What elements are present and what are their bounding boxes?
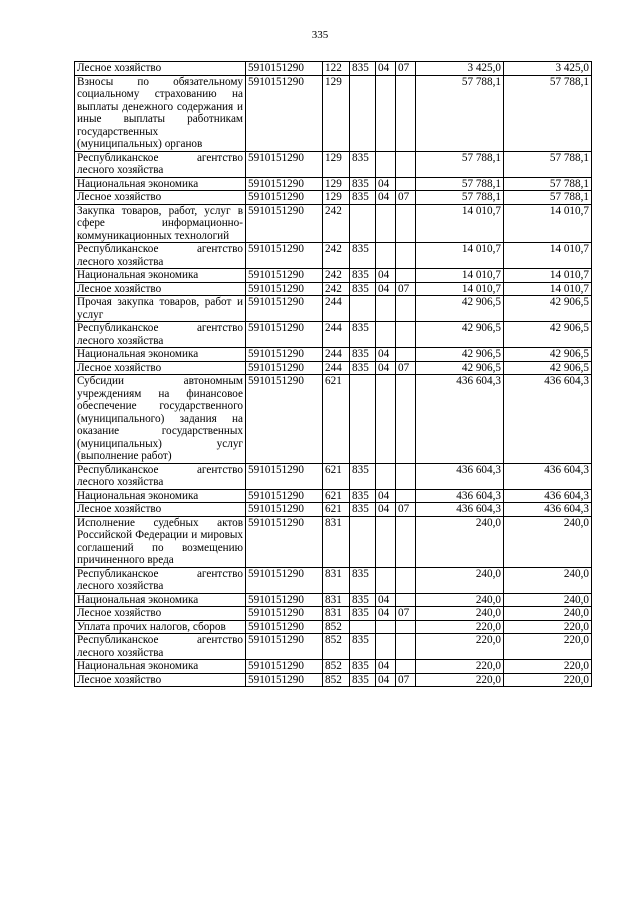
amount-year-1: 240,0 (416, 593, 504, 607)
subsection-code (396, 593, 416, 607)
expense-type-code: 129 (323, 191, 350, 205)
section-code: 04 (376, 177, 396, 191)
amount-year-2: 220,0 (504, 620, 592, 634)
amount-year-2: 240,0 (504, 607, 592, 621)
ministry-code: 835 (350, 660, 376, 674)
amount-year-1: 42 906,5 (416, 296, 504, 322)
budget-table (74, 61, 592, 687)
target-article-code: 5910151290 (246, 282, 323, 296)
amount-year-2: 220,0 (504, 634, 592, 660)
subsection-code (396, 75, 416, 151)
row-name: Взносы по обязательному социальному страхованию на выплаты денежного содержания и иные выплаты работникам государственных (муниципальных) органов (75, 75, 246, 151)
expense-type-code: 129 (323, 177, 350, 191)
ministry-code: 835 (350, 282, 376, 296)
section-code (376, 463, 396, 489)
amount-year-1: 57 788,1 (416, 151, 504, 177)
expense-type-code: 242 (323, 282, 350, 296)
amount-year-2: 57 788,1 (504, 151, 592, 177)
amount-year-1: 220,0 (416, 673, 504, 687)
amount-year-2: 42 906,5 (504, 296, 592, 322)
expense-type-code: 852 (323, 634, 350, 660)
amount-year-1: 3 425,0 (416, 62, 504, 76)
table-row (75, 489, 592, 503)
target-article-code: 5910151290 (246, 243, 323, 269)
expense-type-code: 621 (323, 503, 350, 517)
subsection-code (396, 620, 416, 634)
target-article-code: 5910151290 (246, 361, 323, 375)
target-article-code: 5910151290 (246, 489, 323, 503)
subsection-code: 07 (396, 673, 416, 687)
page-number: 335 (311, 29, 329, 41)
ministry-code: 835 (350, 322, 376, 348)
target-article-code: 5910151290 (246, 191, 323, 205)
subsection-code (396, 243, 416, 269)
amount-year-1: 240,0 (416, 516, 504, 567)
amount-year-2: 240,0 (504, 516, 592, 567)
row-name: Республиканское агентство лесного хозяйства (75, 567, 246, 593)
target-article-code: 5910151290 (246, 503, 323, 517)
table-row (75, 375, 592, 464)
section-code: 04 (376, 62, 396, 76)
target-article-code: 5910151290 (246, 620, 323, 634)
section-code (376, 567, 396, 593)
target-article-code: 5910151290 (246, 269, 323, 283)
expense-type-code: 852 (323, 620, 350, 634)
amount-year-1: 220,0 (416, 660, 504, 674)
amount-year-1: 42 906,5 (416, 348, 504, 362)
row-name: Лесное хозяйство (75, 503, 246, 517)
row-name: Уплата прочих налогов, сборов (75, 620, 246, 634)
subsection-code: 07 (396, 607, 416, 621)
section-code (376, 516, 396, 567)
subsection-code: 07 (396, 503, 416, 517)
target-article-code: 5910151290 (246, 593, 323, 607)
table-row (75, 620, 592, 634)
table-row (75, 204, 592, 243)
expense-type-code: 621 (323, 375, 350, 464)
expense-type-code: 831 (323, 607, 350, 621)
table-row (75, 282, 592, 296)
target-article-code: 5910151290 (246, 151, 323, 177)
expense-type-code: 244 (323, 296, 350, 322)
target-article-code: 5910151290 (246, 607, 323, 621)
subsection-code (396, 489, 416, 503)
ministry-code: 835 (350, 348, 376, 362)
table-row (75, 516, 592, 567)
row-name: Национальная экономика (75, 660, 246, 674)
row-name: Лесное хозяйство (75, 62, 246, 76)
table-row (75, 593, 592, 607)
row-name: Лесное хозяйство (75, 282, 246, 296)
expense-type-code: 621 (323, 489, 350, 503)
row-name: Республиканское агентство лесного хозяйства (75, 322, 246, 348)
table-row (75, 348, 592, 362)
table-row (75, 322, 592, 348)
amount-year-1: 240,0 (416, 567, 504, 593)
ministry-code: 835 (350, 361, 376, 375)
amount-year-1: 14 010,7 (416, 204, 504, 243)
section-code: 04 (376, 673, 396, 687)
target-article-code: 5910151290 (246, 634, 323, 660)
target-article-code: 5910151290 (246, 75, 323, 151)
ministry-code: 835 (350, 634, 376, 660)
expense-type-code: 244 (323, 322, 350, 348)
expense-type-code: 129 (323, 75, 350, 151)
ministry-code (350, 204, 376, 243)
target-article-code: 5910151290 (246, 673, 323, 687)
row-name: Республиканское агентство лесного хозяйства (75, 463, 246, 489)
expense-type-code: 242 (323, 243, 350, 269)
expense-type-code: 244 (323, 348, 350, 362)
table-row (75, 607, 592, 621)
section-code: 04 (376, 269, 396, 283)
expense-type-code: 244 (323, 361, 350, 375)
section-code: 04 (376, 361, 396, 375)
section-code (376, 243, 396, 269)
table-row (75, 296, 592, 322)
target-article-code: 5910151290 (246, 567, 323, 593)
section-code (376, 322, 396, 348)
subsection-code (396, 375, 416, 464)
row-name: Субсидии автономным учреждениям на финансовое обеспечение государственного (муниципального) задания на оказание государственных (муниципальных) услуг (выполнение работ) (75, 375, 246, 464)
amount-year-2: 14 010,7 (504, 282, 592, 296)
expense-type-code: 831 (323, 567, 350, 593)
amount-year-2: 436 604,3 (504, 503, 592, 517)
ministry-code: 835 (350, 62, 376, 76)
ministry-code (350, 375, 376, 464)
ministry-code (350, 296, 376, 322)
table-row (75, 660, 592, 674)
ministry-code: 835 (350, 191, 376, 205)
row-name: Лесное хозяйство (75, 191, 246, 205)
table-row (75, 673, 592, 687)
section-code (376, 75, 396, 151)
subsection-code (396, 567, 416, 593)
subsection-code (396, 322, 416, 348)
amount-year-1: 14 010,7 (416, 243, 504, 269)
section-code (376, 296, 396, 322)
subsection-code (396, 634, 416, 660)
ministry-code: 835 (350, 489, 376, 503)
amount-year-2: 436 604,3 (504, 489, 592, 503)
subsection-code (396, 516, 416, 567)
target-article-code: 5910151290 (246, 660, 323, 674)
subsection-code: 07 (396, 62, 416, 76)
section-code (376, 204, 396, 243)
row-name: Республиканское агентство лесного хозяйства (75, 151, 246, 177)
amount-year-2: 240,0 (504, 593, 592, 607)
amount-year-2: 3 425,0 (504, 62, 592, 76)
amount-year-1: 14 010,7 (416, 269, 504, 283)
subsection-code (396, 348, 416, 362)
row-name: Лесное хозяйство (75, 361, 246, 375)
row-name: Прочая закупка товаров, работ и услуг (75, 296, 246, 322)
row-name: Закупка товаров, работ, услуг в сфере информационно-коммуникационных технологий (75, 204, 246, 243)
table-row (75, 503, 592, 517)
table-body (75, 62, 592, 687)
table-row (75, 634, 592, 660)
amount-year-2: 14 010,7 (504, 204, 592, 243)
table-row (75, 269, 592, 283)
target-article-code: 5910151290 (246, 296, 323, 322)
section-code (376, 620, 396, 634)
section-code: 04 (376, 191, 396, 205)
target-article-code: 5910151290 (246, 177, 323, 191)
subsection-code (396, 204, 416, 243)
amount-year-2: 42 906,5 (504, 361, 592, 375)
expense-type-code: 621 (323, 463, 350, 489)
amount-year-1: 240,0 (416, 607, 504, 621)
section-code: 04 (376, 503, 396, 517)
amount-year-2: 57 788,1 (504, 177, 592, 191)
amount-year-2: 57 788,1 (504, 191, 592, 205)
target-article-code: 5910151290 (246, 62, 323, 76)
amount-year-2: 14 010,7 (504, 269, 592, 283)
target-article-code: 5910151290 (246, 348, 323, 362)
table-row (75, 463, 592, 489)
section-code (376, 634, 396, 660)
amount-year-2: 57 788,1 (504, 75, 592, 151)
table-row (75, 567, 592, 593)
amount-year-1: 57 788,1 (416, 191, 504, 205)
ministry-code (350, 620, 376, 634)
expense-type-code: 852 (323, 673, 350, 687)
row-name: Национальная экономика (75, 593, 246, 607)
amount-year-2: 14 010,7 (504, 243, 592, 269)
subsection-code (396, 151, 416, 177)
target-article-code: 5910151290 (246, 375, 323, 464)
amount-year-1: 57 788,1 (416, 75, 504, 151)
expense-type-code: 242 (323, 269, 350, 283)
section-code: 04 (376, 282, 396, 296)
amount-year-2: 220,0 (504, 660, 592, 674)
subsection-code: 07 (396, 361, 416, 375)
section-code: 04 (376, 660, 396, 674)
section-code: 04 (376, 348, 396, 362)
subsection-code (396, 463, 416, 489)
expense-type-code: 852 (323, 660, 350, 674)
expense-type-code: 831 (323, 516, 350, 567)
amount-year-1: 436 604,3 (416, 463, 504, 489)
section-code: 04 (376, 607, 396, 621)
ministry-code: 835 (350, 673, 376, 687)
amount-year-1: 220,0 (416, 620, 504, 634)
subsection-code (396, 660, 416, 674)
subsection-code (396, 269, 416, 283)
ministry-code (350, 516, 376, 567)
ministry-code (350, 75, 376, 151)
amount-year-1: 436 604,3 (416, 489, 504, 503)
section-code: 04 (376, 593, 396, 607)
amount-year-2: 240,0 (504, 567, 592, 593)
target-article-code: 5910151290 (246, 204, 323, 243)
ministry-code: 835 (350, 243, 376, 269)
table-row (75, 243, 592, 269)
table-row (75, 177, 592, 191)
subsection-code: 07 (396, 191, 416, 205)
amount-year-2: 42 906,5 (504, 348, 592, 362)
row-name: Национальная экономика (75, 269, 246, 283)
amount-year-1: 42 906,5 (416, 361, 504, 375)
ministry-code: 835 (350, 269, 376, 283)
row-name: Лесное хозяйство (75, 607, 246, 621)
subsection-code (396, 177, 416, 191)
expense-type-code: 129 (323, 151, 350, 177)
amount-year-1: 14 010,7 (416, 282, 504, 296)
expense-type-code: 242 (323, 204, 350, 243)
subsection-code (396, 296, 416, 322)
amount-year-2: 436 604,3 (504, 375, 592, 464)
expense-type-code: 122 (323, 62, 350, 76)
table-row (75, 151, 592, 177)
row-name: Национальная экономика (75, 177, 246, 191)
amount-year-1: 436 604,3 (416, 503, 504, 517)
amount-year-1: 42 906,5 (416, 322, 504, 348)
target-article-code: 5910151290 (246, 516, 323, 567)
subsection-code: 07 (396, 282, 416, 296)
amount-year-1: 436 604,3 (416, 375, 504, 464)
row-name: Лесное хозяйство (75, 673, 246, 687)
target-article-code: 5910151290 (246, 322, 323, 348)
ministry-code: 835 (350, 177, 376, 191)
target-article-code: 5910151290 (246, 463, 323, 489)
row-name: Исполнение судебных актов Российской Федерации и мировых соглашений по возмещению причиненного вреда (75, 516, 246, 567)
row-name: Национальная экономика (75, 489, 246, 503)
ministry-code: 835 (350, 151, 376, 177)
row-name: Национальная экономика (75, 348, 246, 362)
row-name: Республиканское агентство лесного хозяйства (75, 634, 246, 660)
ministry-code: 835 (350, 593, 376, 607)
amount-year-1: 57 788,1 (416, 177, 504, 191)
ministry-code: 835 (350, 503, 376, 517)
table-row (75, 361, 592, 375)
amount-year-2: 42 906,5 (504, 322, 592, 348)
ministry-code: 835 (350, 567, 376, 593)
row-name: Республиканское агентство лесного хозяйства (75, 243, 246, 269)
amount-year-2: 436 604,3 (504, 463, 592, 489)
ministry-code: 835 (350, 607, 376, 621)
amount-year-1: 220,0 (416, 634, 504, 660)
section-code (376, 151, 396, 177)
table-row (75, 62, 592, 76)
section-code: 04 (376, 489, 396, 503)
section-code (376, 375, 396, 464)
amount-year-2: 220,0 (504, 673, 592, 687)
expense-type-code: 831 (323, 593, 350, 607)
table-row (75, 75, 592, 151)
ministry-code: 835 (350, 463, 376, 489)
table-row (75, 191, 592, 205)
